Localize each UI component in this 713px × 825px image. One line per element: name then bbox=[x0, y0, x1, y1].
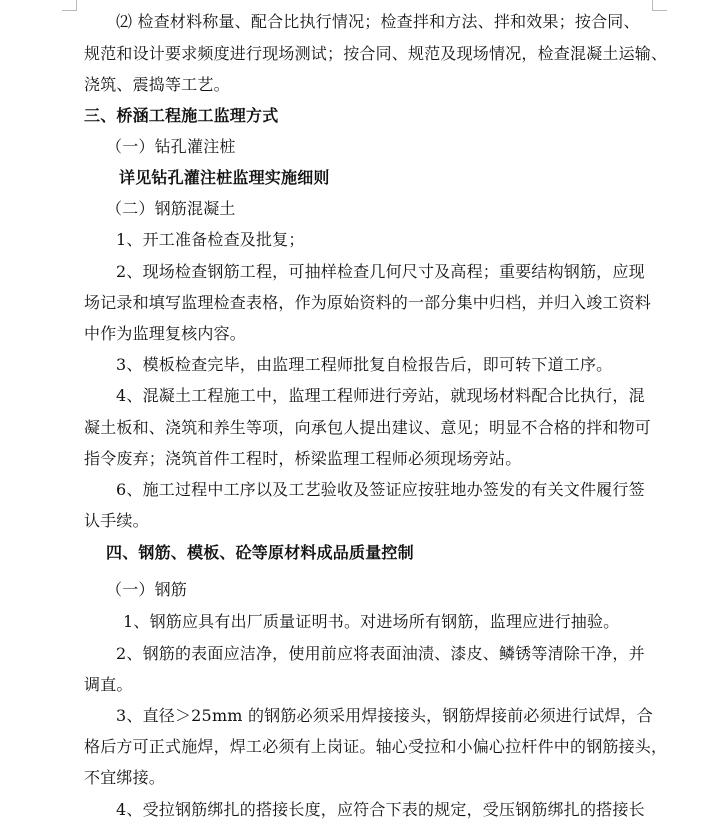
list-item: 1、开工准备检查及批复； bbox=[116, 230, 305, 249]
margin-corner-mark bbox=[62, 0, 77, 11]
paragraph-line: 格后方可正式施焊，焊工必须有上岗证。轴心受拉和小偏心拉杆件中的钢筋接头， bbox=[84, 737, 668, 756]
margin-corner-mark bbox=[652, 0, 667, 11]
list-item: 1、钢筋应具有出厂质量证明书。对进场所有钢筋，监理应进行抽验。 bbox=[123, 612, 620, 631]
paragraph-line: 不宜绑接。 bbox=[84, 768, 166, 787]
list-item: 4、混凝土工程施工中，监理工程师进行旁站，就现场材料配合比执行，混 bbox=[116, 386, 645, 405]
paragraph-line: ⑵ 检查材料称量、配合比执行情况；检查拌和方法、拌和效果；按合同、 bbox=[116, 12, 640, 31]
section-heading: 四、钢筋、模板、砼等原材料成品质量控制 bbox=[106, 543, 414, 562]
list-item: 3、模板检查完毕，由监理工程师批复自检报告后，即可转下道工序。 bbox=[116, 355, 613, 374]
subsection-heading: （一）钢筋 bbox=[106, 580, 188, 599]
subsection-heading: （二）钢筋混凝土 bbox=[106, 199, 236, 218]
paragraph-line: 规范和设计要求频度进行现场测试；按合同、规范及现场情况，检查混凝土运输、 bbox=[84, 44, 668, 63]
list-item: 6、施工过程中工序以及工艺验收及签证应按驻地办签发的有关文件履行签 bbox=[116, 480, 645, 499]
paragraph-line: 场记录和填写监理检查表格，作为原始资料的一部分集中归档，并归入竣工资料 bbox=[84, 293, 652, 312]
list-item: 2、现场检查钢筋工程，可抽样检查几何尺寸及高程；重要结构钢筋，应现 bbox=[116, 262, 645, 281]
paragraph-line: 认手续。 bbox=[84, 511, 149, 530]
section-heading: 三、桥涵工程施工监理方式 bbox=[84, 106, 279, 125]
list-item: 2、钢筋的表面应洁净，使用前应将表面油渍、漆皮、鳞锈等清除干净，并 bbox=[116, 644, 645, 663]
list-item: 4、受拉钢筋绑扎的搭接长度，应符合下表的规定，受压钢筋绑扎的搭接长 bbox=[116, 800, 645, 819]
paragraph-line: 中作为监理复核内容。 bbox=[84, 324, 247, 343]
paragraph-line: 调直。 bbox=[84, 675, 133, 694]
paragraph-line: 浇筑、震捣等工艺。 bbox=[84, 75, 230, 94]
bold-note: 详见钻孔灌注桩监理实施细则 bbox=[119, 168, 330, 187]
paragraph-line: 凝土板和、浇筑和养生等项，向承包人提出建议、意见；明显不合格的拌和物可 bbox=[84, 418, 652, 437]
subsection-heading: （一）钻孔灌注桩 bbox=[106, 137, 236, 156]
list-item: 3、直径＞25mm 的钢筋必须采用焊接接头，钢筋焊接前必须进行试焊，合 bbox=[116, 706, 653, 725]
paragraph-line: 指令废弃；浇筑首件工程时，桥梁监理工程师必须现场旁站。 bbox=[84, 449, 522, 468]
